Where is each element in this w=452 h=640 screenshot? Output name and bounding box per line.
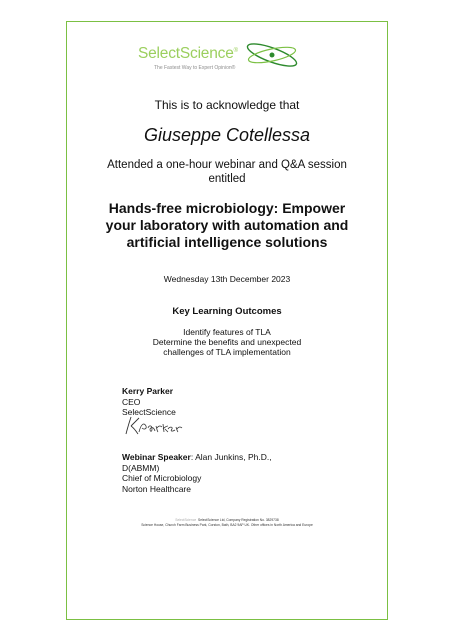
key-outcomes-list [66,327,388,357]
webinar-date: Wednesday 13th December 2023 [163,274,291,284]
logo-tagline: The Fastest Way to Expert Opinion® [154,65,236,71]
footer-registration: SelectScience Ltd, Company Registration No. 3829738 [198,518,279,522]
signatory-name: Kerry Parker [122,386,174,396]
signatory-company: SelectScience [122,407,176,417]
acknowledge-text: This is to acknowledge that [154,98,300,112]
logo-name: SelectScience® [138,45,238,62]
footer-brand: SelectScience [175,518,197,522]
attended-line: entitled [208,173,246,185]
outcome-line: Identify features of TLA [183,327,271,337]
atom-orbit-icon [242,40,302,70]
recipient-name: Giuseppe Cotellessa [143,125,311,145]
footer-line-2: Science House, Church Farm Business Park, Corston, Bath, BA2 9AP UK. Other offices in North America and Europe [141,523,313,527]
attended-line: Attended a one-hour webinar and Q&A session [107,159,347,171]
webinar-title-line: Hands-free microbiology: Empower [108,200,346,216]
attended-text [66,158,388,186]
speaker-line: D(ABMM) [122,462,160,473]
speaker-first-line [122,452,272,463]
outcome-line: challenges of TLA implementation [163,347,291,357]
speaker-name: : Alan Junkins, Ph.D., [190,452,272,462]
outcome-line: Determine the benefits and unexpected [152,337,302,347]
speaker-block [122,452,272,494]
webinar-title [66,200,388,251]
handwritten-signature [122,414,184,438]
signatory-role: CEO [122,396,141,407]
webinar-title-line: your laboratory with automation and [105,217,349,233]
signatory-block [122,386,176,418]
footer [66,518,388,528]
speaker-label: Webinar Speaker [122,452,191,462]
speaker-line: Chief of Microbiology [122,473,202,483]
speaker-line: Norton Healthcare [122,483,191,494]
key-outcomes-title: Key Learning Outcomes [172,306,282,317]
selectscience-logo [136,40,316,86]
webinar-title-line: artificial intelligence solutions [126,234,328,250]
